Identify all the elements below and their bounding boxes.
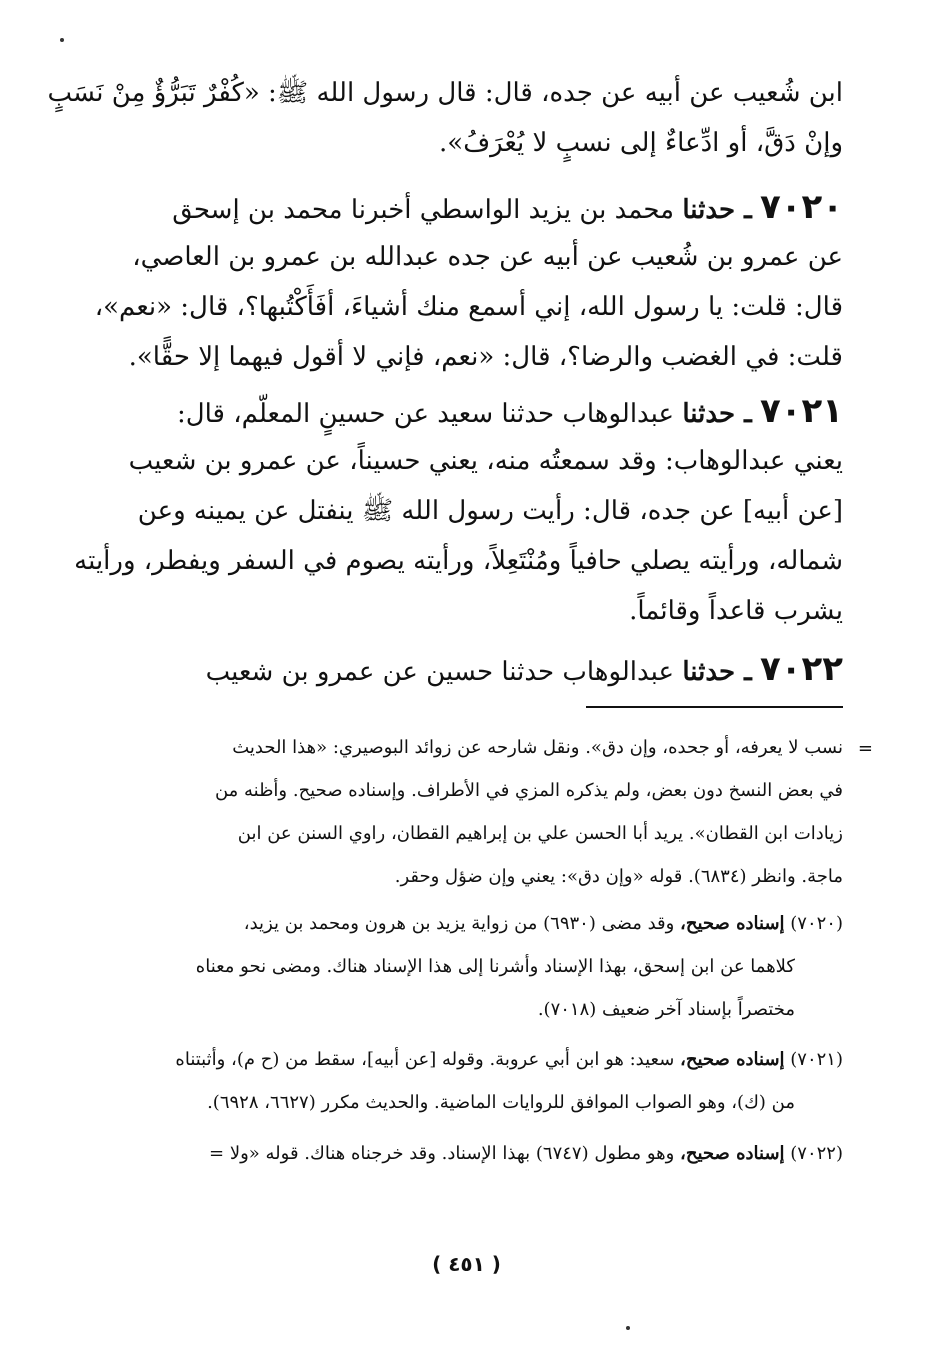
hadith-text: عبدالوهاب حدثنا حسين عن عمرو بن شعيب [205,657,675,687]
footnote-text: سعيد: هو ابن أبي عروبة. وقوله [عن أبيه]، سقط من (ح م)، وأثبتناه [175,1049,675,1070]
hadith-7022 [143,644,843,694]
footnote-7021 [143,1038,843,1124]
footnote-line [143,902,843,945]
page-number: ( ٤٥١ ) [432,1252,501,1276]
text-line [143,182,843,232]
footnote-line: نسب لا يعرفه، أو جحده، وإن دق». ونقل شارحه عن زوائد البوصيري: «هذا الحديث [232,737,843,758]
continuation-mark: = [857,738,873,759]
footnote-keyword: إسناده صحيح، [680,1049,785,1070]
scan-speck [626,1326,630,1330]
text-line: وإنْ دَقَّ، أو ادِّعاءٌ إلى نسبٍ لا يُعْرَفُ». [439,128,843,158]
footnote-7022 [143,1132,843,1175]
footnote-divider [586,706,843,708]
text-line: قلت: في الغضب والرضا؟، قال: «نعم، فإني لا أقول فيهما إلا حقًّا». [128,342,843,372]
hadith-continuation [47,68,843,168]
text-line: يشرب قاعداً وقائماً. [629,596,843,626]
hadith-7020 [94,182,843,382]
footnote-7020 [143,902,843,1031]
hadith-number: ٧٠٢٠ [759,187,843,227]
footnote-text: وهو مطول (٦٧٤٧) بهذا الإسناد. وقد خرجناه هناك. قوله «ولا = [209,1143,675,1164]
hadith-text: عبدالوهاب حدثنا سعيد عن حسينٍ المعلّم، قال: [176,399,675,429]
footnote-number: (٧٠٢١) [790,1049,843,1070]
text-line [143,644,843,694]
hadith-keyword: ـ حدثنا [682,195,752,225]
footnote-line: زيادات ابن القطان». يريد أبا الحسن علي بن إبراهيم القطان، راوي السنن عن ابن [237,823,843,844]
hadith-number: ٧٠٢٢ [759,649,843,689]
text-line: [عن أبيه] عن جده، قال: رأيت رسول الله ﷺ ينفتل عن يمينه وعن [137,496,843,526]
text-line: قال: قلت: يا رسول الله، إني أسمع منك أشياءَ، أفَأَكْتُبها؟، قال: «نعم»، [94,292,843,322]
hadith-keyword: ـ حدثنا [682,657,752,687]
text-line [143,386,843,436]
footnote-line: في بعض النسخ دون بعض، ولم يذكره المزي في الأطراف. وإسناده صحيح. وأظنه من [214,780,843,801]
footnote-line [143,1132,843,1175]
hadith-number: ٧٠٢١ [759,391,843,431]
text-line: يعني عبدالوهاب: وقد سمعتُه منه، يعني حسيناً، عن عمرو بن شعيب [128,446,843,476]
footnote-keyword: إسناده صحيح، [680,1143,785,1164]
text-line: عن عمرو بن شُعيب عن أبيه عن جده عبدالله بن عمرو بن العاصي، [132,242,843,272]
hadith-7021 [74,386,843,636]
footnote-number: (٧٠٢٠) [790,913,843,934]
hadith-text: محمد بن يزيد الواسطي أخبرنا محمد بن إسحق [172,195,675,225]
footnote-line: ماجة. وانظر (٦٨٣٤). قوله «وإن دق»: يعني وإن ضؤل وحقر. [394,866,843,887]
hadith-keyword: ـ حدثنا [682,399,752,429]
scan-speck [60,38,64,42]
text-line: ابن شُعيب عن أبيه عن جده، قال: قال رسول الله ﷺ: «كُفْرٌ تَبَرُّؤٌ مِنْ نَسَبٍ [47,78,843,108]
footnote-line [143,1038,843,1081]
footnote-continuation [143,726,843,898]
text-line: شماله، ورأيته يصلي حافياً ومُنْتَعِلاً، ورأيته يصوم في السفر ويفطر، ورأيته [74,546,843,576]
footnote-line: كلاهما عن ابن إسحق، بهذا الإسناد وأشرنا إلى هذا الإسناد هناك. ومضى نحو معناه [195,956,795,977]
footnote-keyword: إسناده صحيح، [680,913,785,934]
footnote-number: (٧٠٢٢) [790,1143,843,1164]
footnote-line: من (ك)، وهو الصواب الموافق للروايات الماضية. والحديث مكرر (٦٦٢٧، ٦٩٢٨). [207,1092,795,1113]
footnote-text: وقد مضى (٦٩٣٠) من زواية يزيد بن هرون ومحمد بن يزيد، [243,913,675,934]
footnote-line: مختصراً بإسناد آخر ضعيف (٧٠١٨). [537,999,795,1020]
